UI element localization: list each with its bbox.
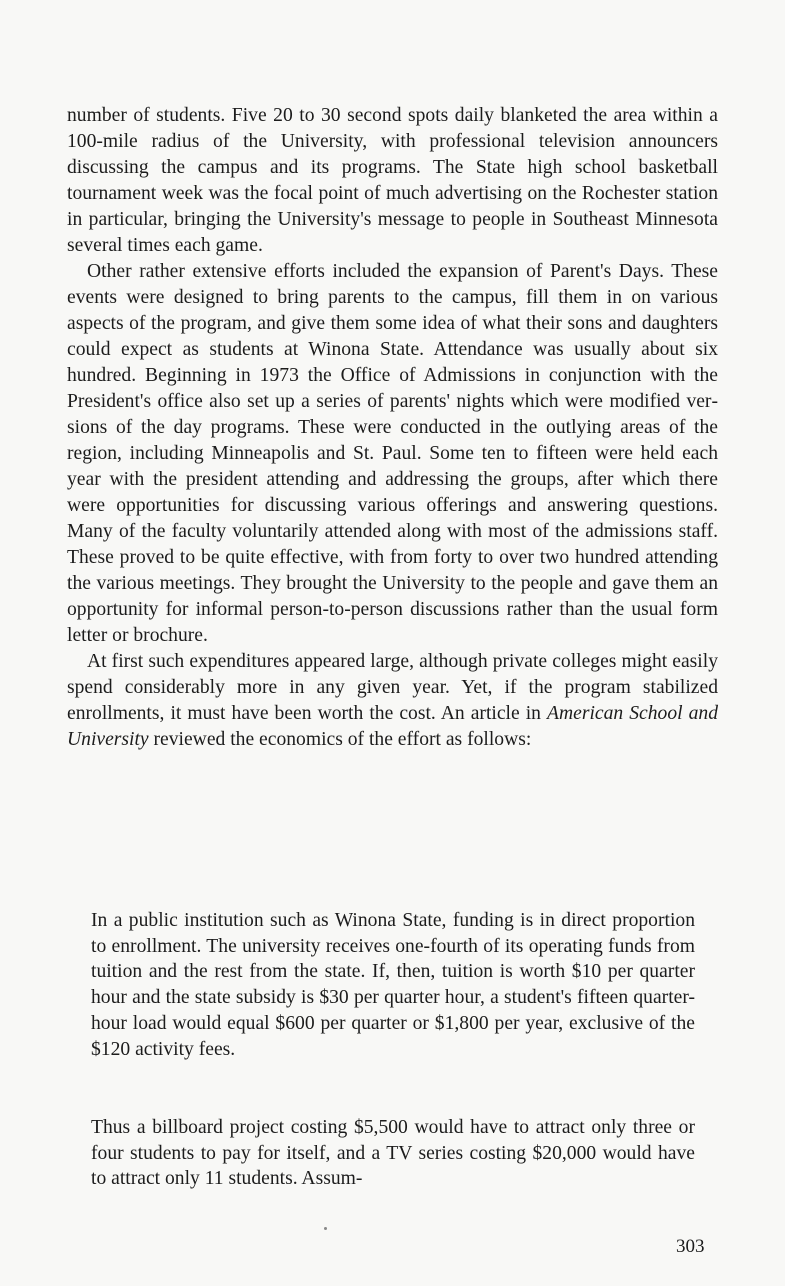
quote-paragraph-1: In a public institution such as Winona State, funding is in direct proportion to enrollment. The university receives one-fourth of its operating funds from tuition and the rest from the state. If, then, tuition is worth $10 per quarter hour and the state subsidy is $30 per quarter hour, a student's fifteen quarter-hour load would equal $600 per quarter or $1,800 per year, exclusive of the $120 activity fees. — [91, 910, 695, 1060]
main-text — [67, 103, 718, 753]
page-number: 303 — [676, 1236, 705, 1257]
block-quote-1 — [91, 908, 695, 1062]
quote-paragraph-2: Thus a billboard project costing $5,500 would have to attract only three or four students to pay for itself, and a TV series costing $20,000 would have to attract only 11 students. Assum- — [91, 1117, 695, 1190]
scan-speck — [324, 1227, 327, 1230]
paragraph-3-lead: At first such expenditures appeared large, although private colleges might easily spend considerably more in any given year. Yet, if the program stabilized enrollments, it must have been worth the cost. An article in — [67, 651, 718, 724]
paragraph-2: Other rather extensive efforts included the expansion of Parent's Days. These events were designed to bring parents to the campus, fill them in on various aspects of the program, and give them some idea of what their sons and daughters could expect as students at Winona State. Attendance was usually about six hundred. Beginning in 1973 the Office of Admissions in conjunction with the President's office also set up a series of parents' nights which were modified versions of the day programs. These were conducted in the outlying areas of the region, including Minneapolis and St. Paul. Some ten to fifteen were held each year with the president attending and addressing the groups, after which there were opportunities for discussing various offerings and answering questions. Many of the faculty voluntarily attended along with most of the admissions staff. These proved to be quite effective, with from forty to over two hundred attending the various meetings. They brought the University to the people and gave them an opportunity for informal person-to-person discussions rather than the usual form letter or brochure. — [67, 261, 718, 646]
paragraph-3-tail: reviewed the economics of the effort as follows: — [148, 729, 532, 750]
block-quote-2 — [91, 1115, 695, 1192]
paragraph-1: number of students. Five 20 to 30 second spots daily blanketed the area within a 100-mile radius of the University, with professional television announcers discussing the campus and its programs. The State high school basketball tournament week was the focal point of much advertising on the Rochester station in particular, bringing the University's message to people in Southeast Minnesota several times each game. — [67, 105, 718, 256]
paragraph-3 — [67, 649, 718, 753]
publication-title: American School and University — [67, 703, 718, 750]
